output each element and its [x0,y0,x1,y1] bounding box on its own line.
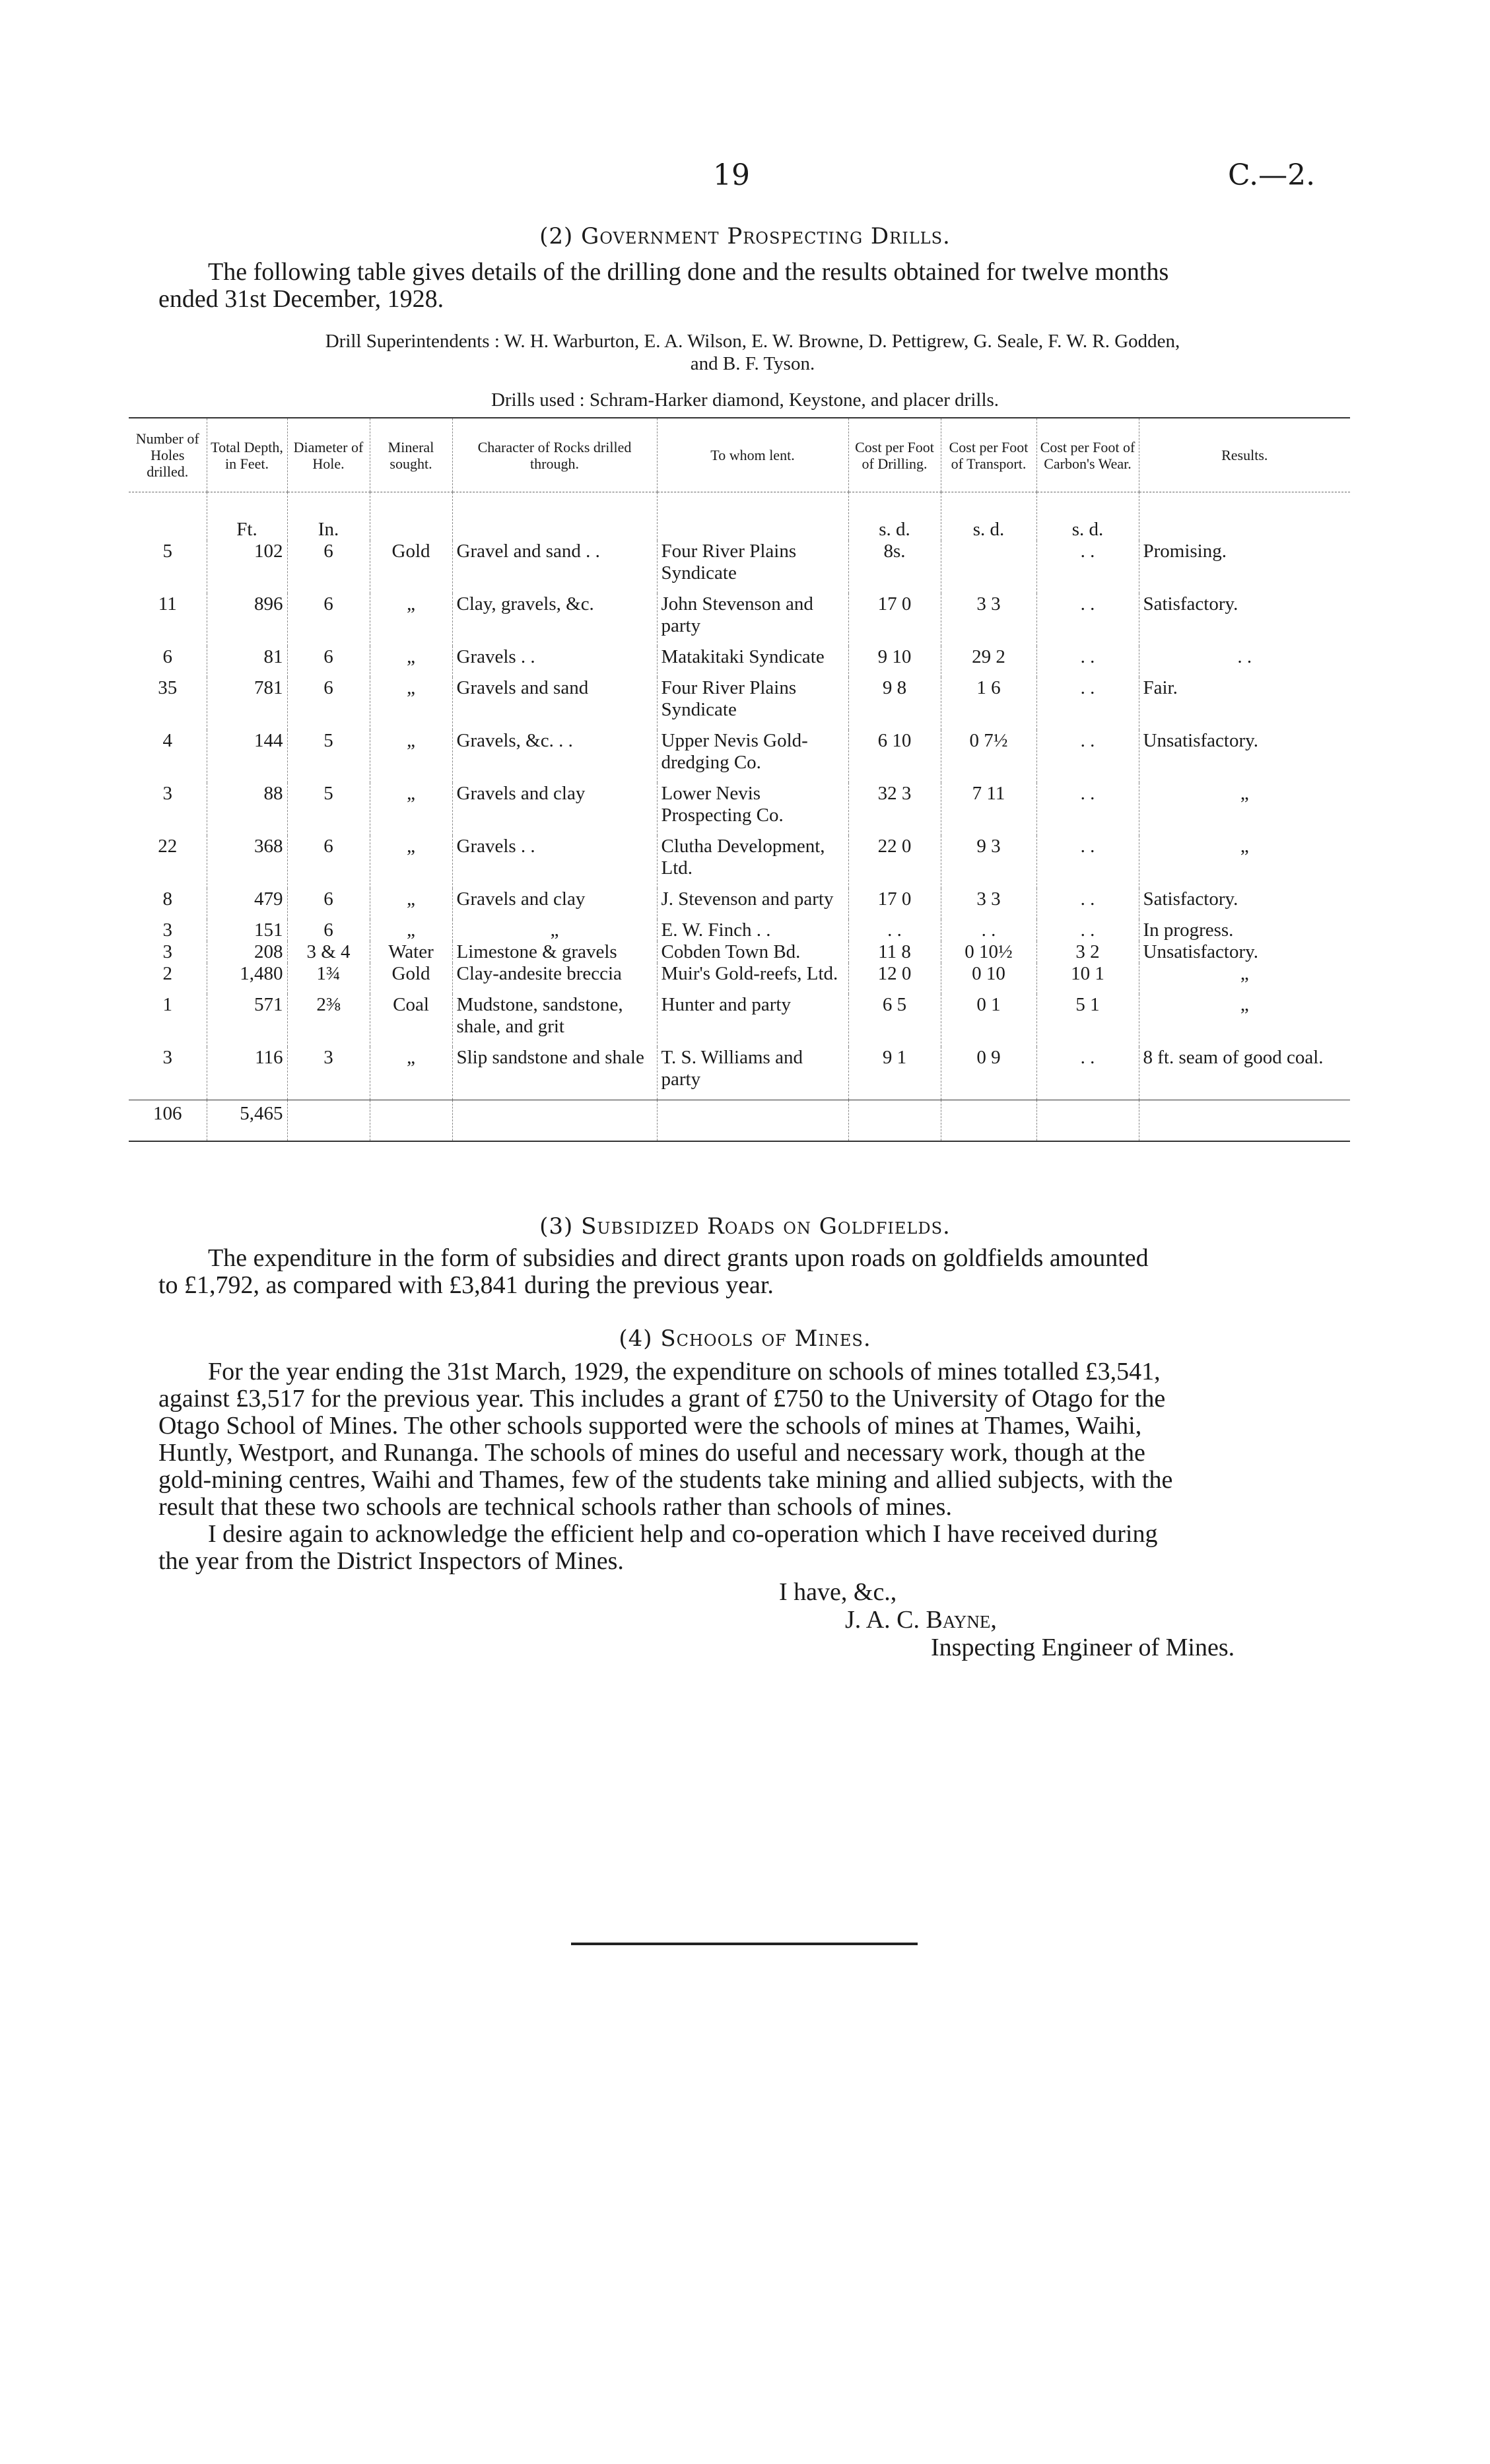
cell-results: „ [1139,783,1350,836]
cell-depth: 144 [207,730,287,783]
cell-mineral: „ [370,836,452,888]
cell-diameter: 5 [287,730,370,783]
section-3-line-2: to £1,792, as compared with £3,841 during the previous year. [158,1271,774,1299]
cell-lent: Upper Nevis Gold-dredging Co. [657,730,848,783]
cell-drilling: 6 10 [848,730,941,783]
cell-carbon: . . [1036,677,1139,730]
cell-transport: 0 10½ [941,941,1036,963]
section-2-heading [0,223,1490,250]
signature-name [845,1605,997,1634]
header-depth: Total Depth, in Feet. [207,418,287,492]
cell-transport: 0 9 [941,1047,1036,1100]
cell-holes: 35 [158,677,178,698]
section-3-title: Subsidized Roads on Goldfields. [581,1213,951,1240]
cell-depth: 151 [207,919,287,941]
cell-holes: 3 [162,941,172,962]
superintendents-line-2: and B. F. Tyson. [690,353,815,374]
cell-mineral: Gold [370,541,452,593]
totals-row [129,1100,1350,1142]
cell-transport: 3 3 [941,593,1036,646]
drill-superintendents [158,330,1347,375]
cell-drilling: 17 0 [848,888,941,919]
cell-drilling: 6 5 [848,994,941,1047]
header-mineral: Mineral sought. [370,418,452,492]
cell-rocks: Clay, gravels, &c. [452,593,657,646]
cell-lent: E. W. Finch . . [657,919,848,941]
cell-transport: 0 1 [941,994,1036,1047]
cell-results: 8 ft. seam of good coal. [1139,1047,1350,1100]
cell-holes: 8 [162,888,172,910]
cell-lent: Clutha Development, Ltd. [657,836,848,888]
signatory-name: J. A. C. Bayne, [845,1606,997,1634]
table-row [129,730,1350,783]
cell-carbon: 3 2 [1036,941,1139,963]
units-row [129,492,1350,541]
section-4-body [158,1358,1353,1575]
cell-results: In progress. [1139,919,1350,941]
cell-results: Promising. [1139,541,1350,593]
cell-depth: 781 [207,677,287,730]
signature-title: Inspecting Engineer of Mines. [931,1634,1235,1661]
section-2-number: (2) [539,223,574,250]
cell-holes: 3 [162,783,172,804]
cell-diameter: 6 [287,541,370,593]
cell-diameter: 6 [287,888,370,919]
cell-lent: T. S. Williams and party [657,1047,848,1100]
section-4-p1-line-2: against £3,517 for the previous year. This includes a grant of £750 to the University of Otago for the [158,1385,1166,1413]
header-holes: Number of Holes drilled. [129,418,207,492]
cell-diameter: 6 [287,593,370,646]
cell-holes: 6 [162,646,172,667]
cell-rocks: Gravels and clay [452,783,657,836]
cell-mineral: „ [370,646,452,677]
cell-mineral: „ [370,888,452,919]
cell-carbon: . . [1036,888,1139,919]
table-row [129,919,1350,941]
cell-depth: 102 [207,541,287,593]
cell-results: Unsatisfactory. [1139,730,1350,783]
unit-transport: s. d. [941,492,1036,541]
cell-diameter: 5 [287,783,370,836]
cell-rocks: Gravels . . [452,836,657,888]
cell-depth: 88 [207,783,287,836]
cell-holes: 3 [162,1047,172,1068]
cell-diameter: 6 [287,919,370,941]
cell-drilling: 9 10 [848,646,941,677]
unit-depth: Ft. [207,492,287,541]
cell-lent: J. Stevenson and party [657,888,848,919]
document-reference: C.—2. [1228,158,1316,192]
header-lent: To whom lent. [657,418,848,492]
cell-holes: 4 [162,730,172,751]
table-row [129,941,1350,963]
cell-depth: 208 [207,941,287,963]
cell-transport: 29 2 [941,646,1036,677]
unit-carbon: s. d. [1036,492,1139,541]
cell-drilling: 17 0 [848,593,941,646]
cell-depth: 81 [207,646,287,677]
table-row [129,783,1350,836]
cell-drilling: 22 0 [848,836,941,888]
header-transport-cost: Cost per Foot of Transport. [941,418,1036,492]
cell-drilling: . . [848,919,941,941]
cell-holes: 3 [162,919,172,941]
cell-results: Fair. [1139,677,1350,730]
total-depth: 5,465 [207,1100,287,1142]
cell-mineral: „ [370,730,452,783]
cell-transport: 7 11 [941,783,1036,836]
cell-carbon: . . [1036,1047,1139,1100]
header-results: Results. [1139,418,1350,492]
cell-mineral: „ [370,919,452,941]
cell-depth: 479 [207,888,287,919]
page-number: 19 [713,158,750,192]
cell-rocks: Slip sandstone and shale [452,1047,657,1100]
cell-transport: 3 3 [941,888,1036,919]
section-4-p2-line-1: I desire again to acknowledge the efficient help and co-operation which I have received during [208,1520,1158,1548]
cell-lent: Hunter and party [657,994,848,1047]
cell-holes: 11 [158,593,177,615]
cell-lent: John Stevenson and party [657,593,848,646]
section-4-p1-line-4: Huntly, Westport, and Runanga. The schools of mines do useful and necessary work, though at the [158,1439,1145,1467]
section-4-number: (4) [619,1325,653,1352]
cell-lent: Matakitaki Syndicate [657,646,848,677]
cell-drilling: 12 0 [848,963,941,994]
cell-drilling: 8s. [848,541,941,593]
table-row [129,1047,1350,1100]
cell-drilling: 32 3 [848,783,941,836]
cell-carbon: 10 1 [1036,963,1139,994]
cell-carbon: 5 1 [1036,994,1139,1047]
cell-lent: Lower Nevis Prospecting Co. [657,783,848,836]
cell-rocks: Gravels and sand [452,677,657,730]
cell-results: „ [1139,836,1350,888]
cell-mineral: „ [370,1047,452,1100]
cell-rocks: Gravels, &c. . . [452,730,657,783]
section-4-p1-line-3: Otago School of Mines. The other schools supported were the schools of mines at Thames, Waihi, [158,1412,1142,1440]
cell-diameter: 3 [287,1047,370,1100]
cell-carbon: . . [1036,646,1139,677]
section-3-line-1: The expenditure in the form of subsidies and direct grants upon roads on goldfields amounted [208,1244,1149,1272]
cell-results: Satisfactory. [1139,888,1350,919]
cell-depth: 116 [207,1047,287,1100]
cell-drilling: 9 8 [848,677,941,730]
cell-drilling: 11 8 [848,941,941,963]
cell-diameter: 6 [287,677,370,730]
cell-results: . . [1139,646,1350,677]
cell-carbon: . . [1036,836,1139,888]
section-3-body [158,1245,1353,1299]
cell-carbon: . . [1036,919,1139,941]
cell-drilling: 9 1 [848,1047,941,1100]
cell-mineral: Gold [370,963,452,994]
cell-lent: Cobden Town Bd. [657,941,848,963]
cell-rocks: Mudstone, sandstone, shale, and grit [452,994,657,1047]
table-row [129,677,1350,730]
cell-mineral: „ [370,593,452,646]
section-4-heading [0,1325,1490,1352]
table-row [129,593,1350,646]
cell-carbon: . . [1036,783,1139,836]
cell-transport: 9 3 [941,836,1036,888]
cell-transport: . . [941,919,1036,941]
cell-lent: Muir's Gold-reefs, Ltd. [657,963,848,994]
closing-rule [571,1943,918,1945]
cell-rocks: Clay-andesite breccia [452,963,657,994]
cell-transport [941,541,1036,593]
cell-depth: 1,480 [207,963,287,994]
cell-diameter: 3 & 4 [287,941,370,963]
table-header-row [129,418,1350,492]
cell-rocks: Gravel and sand . . [452,541,657,593]
cell-results: „ [1139,994,1350,1047]
table-row [129,994,1350,1047]
table-row [129,888,1350,919]
cell-lent: Four River Plains Syndicate [657,677,848,730]
header-diameter: Diameter of Hole. [287,418,370,492]
unit-drilling: s. d. [848,492,941,541]
header-drilling-cost: Cost per Foot of Drilling. [848,418,941,492]
header-carbon-cost: Cost per Foot of Carbon's Wear. [1036,418,1139,492]
intro-line-2: ended 31st December, 1928. [158,285,444,313]
drilling-table [129,417,1350,1142]
section-4-p1-line-1: For the year ending the 31st March, 1929, the expenditure on schools of mines totalled £3,541, [208,1358,1161,1385]
cell-results: Unsatisfactory. [1139,941,1350,963]
section-3-heading [0,1213,1490,1240]
cell-holes: 1 [162,994,172,1015]
cell-mineral: „ [370,677,452,730]
cell-carbon: . . [1036,541,1139,593]
cell-rocks: Gravels . . [452,646,657,677]
cell-diameter: 6 [287,836,370,888]
cell-rocks: Gravels and clay [452,888,657,919]
cell-depth: 896 [207,593,287,646]
unit-diameter: In. [287,492,370,541]
section-4-p1-line-6: result that these two schools are technical schools rather than schools of mines. [158,1493,952,1521]
table-row [129,963,1350,994]
cell-rocks: „ [452,919,657,941]
signature-closing: I have, &c., [779,1578,897,1606]
cell-transport: 0 7½ [941,730,1036,783]
cell-results: Satisfactory. [1139,593,1350,646]
cell-mineral: Water [370,941,452,963]
cell-rocks: Limestone & gravels [452,941,657,963]
cell-holes: 22 [158,836,178,857]
total-holes: 106 [129,1100,207,1142]
superintendents-line-1: Drill Superintendents : W. H. Warburton, E. A. Wilson, E. W. Browne, D. Pettigrew, G. Seale, F. W. R. Godden, [325,331,1180,352]
drills-used: Drills used : Schram-Harker diamond, Keystone, and placer drills. [491,389,999,411]
cell-carbon: . . [1036,593,1139,646]
cell-mineral: „ [370,783,452,836]
section-4-title: Schools of Mines. [660,1325,871,1352]
cell-diameter: 1¾ [287,963,370,994]
cell-holes: 2 [162,963,172,984]
intro-line-1: The following table gives details of the drilling done and the results obtained for twelve months [208,258,1169,286]
header-rocks: Character of Rocks drilled through. [452,418,657,492]
section-4-p1-line-5: gold-mining centres, Waihi and Thames, few of the students take mining and allied subjects, with the [158,1466,1173,1494]
cell-transport: 0 10 [941,963,1036,994]
cell-carbon: . . [1036,730,1139,783]
table-row [129,646,1350,677]
cell-diameter: 2⅜ [287,994,370,1047]
table-row [129,836,1350,888]
cell-lent: Four River Plains Syndicate [657,541,848,593]
section-4-p2-line-2: the year from the District Inspectors of Mines. [158,1547,624,1575]
section-3-number: (3) [539,1213,574,1240]
cell-results: „ [1139,963,1350,994]
section-2-title: Government Prospecting Drills. [581,223,951,250]
section-2-intro [158,259,1353,313]
table-row [129,541,1350,593]
cell-mineral: Coal [370,994,452,1047]
cell-diameter: 6 [287,646,370,677]
cell-transport: 1 6 [941,677,1036,730]
cell-depth: 571 [207,994,287,1047]
cell-holes: 5 [162,541,172,562]
cell-depth: 368 [207,836,287,888]
